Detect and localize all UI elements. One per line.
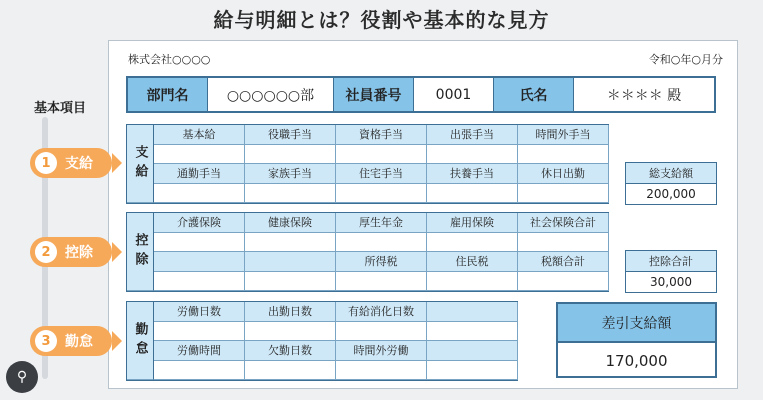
deduction-cell (336, 233, 427, 253)
deduction-header: 雇用保険 (427, 213, 518, 233)
payment-total-box (625, 162, 717, 205)
header-value-employee-id: 0001 (414, 78, 494, 111)
net-pay-value: 170,000 (605, 351, 668, 370)
side-item-number: 1 (35, 152, 57, 174)
payment-cell (427, 184, 518, 204)
attendance-header: 欠勤日数 (245, 341, 336, 361)
deduction-header (245, 252, 336, 272)
period-date: 令和○年○月分 (648, 53, 723, 66)
attendance-cell (336, 322, 427, 342)
payment-header: 役職手当 (245, 125, 336, 145)
company-name: 株式会社○○○○ (128, 53, 211, 66)
deduction-header: 介護保険 (154, 213, 245, 233)
side-title: 基本項目 (34, 101, 87, 116)
attendance-header: 労働日数 (154, 302, 245, 322)
side-item-attendance (30, 326, 112, 356)
payment-cell (154, 184, 245, 204)
deduction-cell (427, 233, 518, 253)
side-item-number: 2 (35, 241, 57, 263)
payment-header: 出張手当 (427, 125, 518, 145)
deduction-cell (245, 272, 336, 292)
attendance-header: 労働時間 (154, 341, 245, 361)
deduction-header: 厚生年金 (336, 213, 427, 233)
attendance-cell (154, 361, 245, 381)
payment-cell (336, 184, 427, 204)
payment-cell (245, 184, 336, 204)
payment-header: 扶養手当 (427, 164, 518, 184)
deduction-cell (518, 233, 609, 253)
payment-cell (518, 145, 609, 165)
net-pay-box (556, 302, 717, 378)
attendance-header (427, 341, 518, 361)
deduction-header: 健康保険 (245, 213, 336, 233)
payment-cell (518, 184, 609, 204)
attendance-cell (245, 361, 336, 381)
side-item-label: 控除 (65, 245, 93, 261)
deduction-header: 税額合計 (518, 252, 609, 272)
attendance-cell (336, 361, 427, 381)
payment-header: 住宅手当 (336, 164, 427, 184)
deduction-total-value: 30,000 (650, 275, 692, 289)
header-row (126, 76, 716, 113)
attendance-cell (427, 361, 518, 381)
payment-cell (427, 145, 518, 165)
deduction-cell (336, 272, 427, 292)
payment-header: 基本給 (154, 125, 245, 145)
net-pay-label: 差引支給額 (558, 304, 715, 343)
payment-total-label: 総支給額 (626, 163, 716, 184)
attendance-header: 時間外労働 (336, 341, 427, 361)
payment-header: 時間外手当 (518, 125, 609, 145)
payment-cell (245, 145, 336, 165)
side-item-label: 支給 (65, 156, 93, 172)
deduction-cell (154, 272, 245, 292)
payment-header: 資格手当 (336, 125, 427, 145)
deduction-cell (154, 233, 245, 253)
payment-category: 支給 (127, 125, 154, 203)
deduction-header: 社会保険合計 (518, 213, 609, 233)
search-lens-icon[interactable]: ⚲ (6, 361, 38, 393)
deduction-grid (126, 212, 609, 292)
deduction-header: 所得税 (336, 252, 427, 272)
header-value-department: ○○○○○○部 (208, 78, 334, 111)
attendance-header (427, 302, 518, 322)
header-label-employee-id: 社員番号 (334, 78, 414, 111)
deduction-header: 住民税 (427, 252, 518, 272)
payment-total-value: 200,000 (646, 187, 696, 201)
attendance-header: 出勤日数 (245, 302, 336, 322)
payment-header: 通勤手当 (154, 164, 245, 184)
attendance-cell (427, 322, 518, 342)
deduction-header (154, 252, 245, 272)
deduction-total-box (625, 250, 717, 293)
deduction-cell (427, 272, 518, 292)
side-item-number: 3 (35, 330, 57, 352)
deduction-cell (518, 272, 609, 292)
payment-grid (126, 124, 609, 204)
attendance-cell (154, 322, 245, 342)
header-label-name: 氏名 (494, 78, 574, 111)
side-item-deduction (30, 237, 112, 267)
attendance-grid (126, 301, 518, 381)
side-item-label: 勤怠 (65, 334, 93, 350)
header-value-name: ＊＊＊＊ 殿 (574, 78, 714, 111)
attendance-header: 有給消化日数 (336, 302, 427, 322)
payment-cell (336, 145, 427, 165)
side-item-payment (30, 148, 112, 178)
page-title: 給与明細とは？役割や基本的な見方 (213, 8, 550, 32)
header-label-department: 部門名 (128, 78, 208, 111)
deduction-category: 控除 (127, 213, 154, 291)
attendance-cell (245, 322, 336, 342)
attendance-category: 勤怠 (127, 302, 154, 380)
deduction-cell (245, 233, 336, 253)
deduction-total-label: 控除合計 (626, 251, 716, 272)
payment-header: 休日出勤 (518, 164, 609, 184)
payment-header: 家族手当 (245, 164, 336, 184)
payment-cell (154, 145, 245, 165)
